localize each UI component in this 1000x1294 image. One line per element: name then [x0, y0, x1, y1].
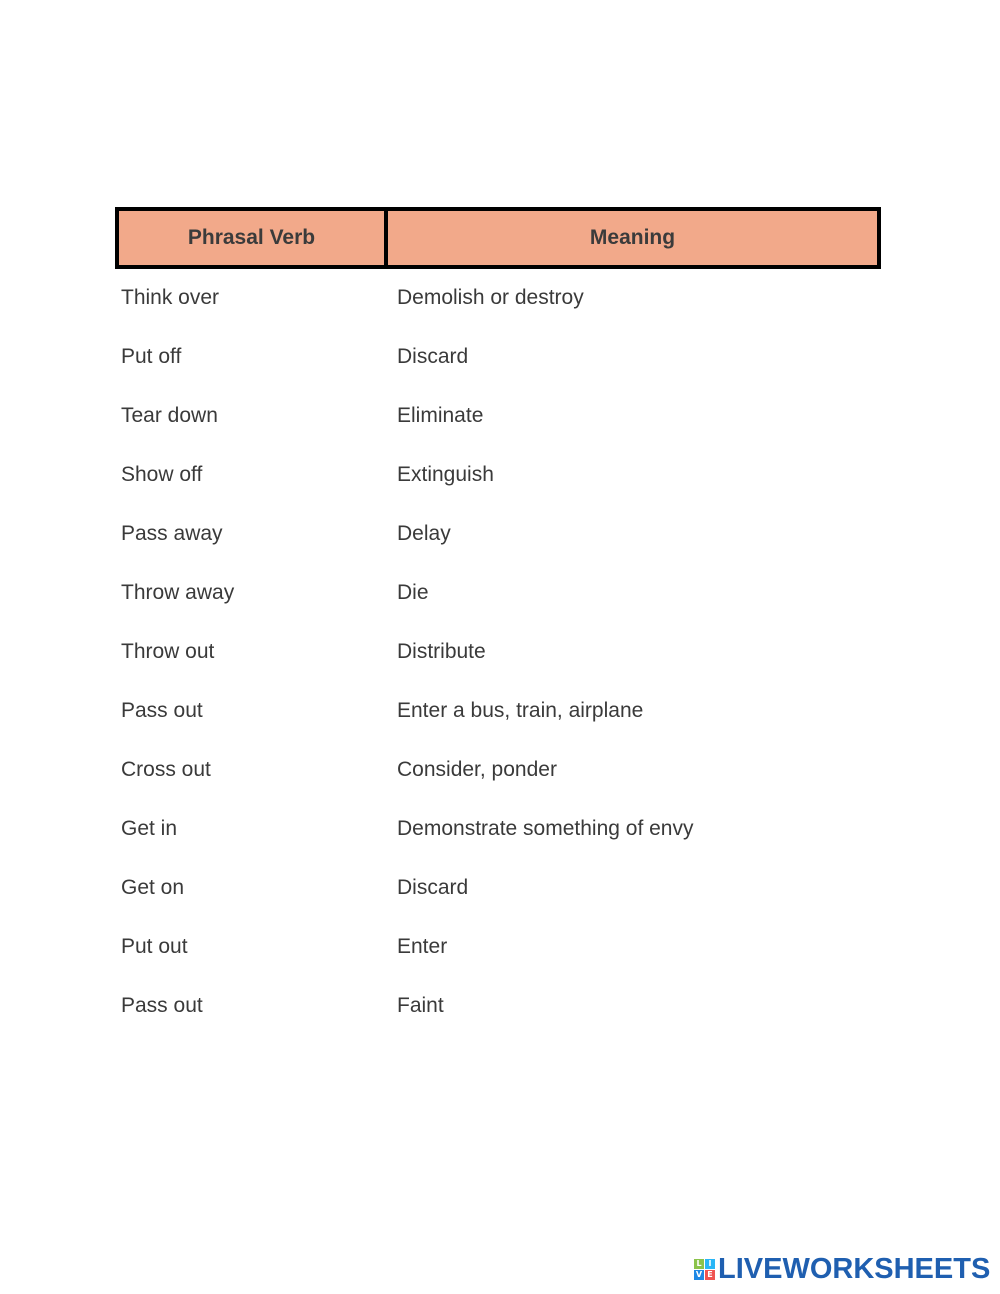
- meaning-cell: Demolish or destroy: [397, 286, 584, 309]
- meaning-cell: Demonstrate something of envy: [397, 817, 694, 840]
- meaning-cell: Distribute: [397, 640, 486, 663]
- verb-cell: Cross out: [121, 758, 211, 781]
- verb-cell: Pass away: [121, 522, 223, 545]
- table-row: [0, 799, 1000, 858]
- meaning-cell: Enter a bus, train, airplane: [397, 699, 644, 722]
- verb-cell: Pass out: [121, 699, 203, 722]
- table-row: [0, 976, 1000, 1035]
- meaning-cell: Eliminate: [397, 404, 484, 427]
- logo-text: LIVEWORKSHEETS: [718, 1252, 991, 1285]
- verb-cell: Get in: [121, 817, 178, 840]
- meaning-cell: Delay: [397, 522, 451, 545]
- verb-cell: Throw out: [121, 640, 215, 663]
- logo-block-e: E: [705, 1270, 715, 1280]
- verb-cell: Throw away: [121, 581, 235, 604]
- table-row: [0, 563, 1000, 622]
- verb-cell: Think over: [121, 286, 220, 309]
- header-meaning: Meaning: [589, 226, 676, 249]
- meaning-cell: Consider, ponder: [397, 758, 557, 781]
- verb-cell: Put out: [121, 935, 188, 958]
- header-phrasal-verb: Phrasal Verb: [119, 211, 388, 265]
- table-row: [0, 445, 1000, 504]
- table-row: [0, 268, 1000, 327]
- verb-cell: Show off: [121, 463, 203, 486]
- meaning-cell: Die: [397, 581, 429, 604]
- logo-block-l: L: [694, 1259, 704, 1269]
- verb-cell: Get on: [121, 876, 185, 899]
- meaning-cell: Extinguish: [397, 463, 494, 486]
- liveworksheets-logo[interactable]: [694, 1254, 990, 1284]
- meaning-cell: Discard: [397, 345, 469, 368]
- table-row: [0, 858, 1000, 917]
- table-row: [0, 327, 1000, 386]
- table-row: [0, 622, 1000, 681]
- logo-blocks-icon: [694, 1259, 715, 1280]
- meaning-cell: Faint: [397, 994, 444, 1017]
- table-row: [0, 504, 1000, 563]
- verb-cell: Pass out: [121, 994, 203, 1017]
- verb-cell: Put off: [121, 345, 182, 368]
- meaning-cell: Enter: [397, 935, 448, 958]
- table-row: [0, 917, 1000, 976]
- table-header: [115, 207, 881, 269]
- table-body: [0, 268, 1000, 1035]
- verb-cell: Tear down: [121, 404, 218, 427]
- meaning-cell: Discard: [397, 876, 469, 899]
- logo-block-v: V: [695, 1269, 703, 1279]
- logo-block-i: I: [705, 1259, 715, 1269]
- table-row: [0, 386, 1000, 445]
- table-row: [0, 681, 1000, 740]
- table-row: [0, 740, 1000, 799]
